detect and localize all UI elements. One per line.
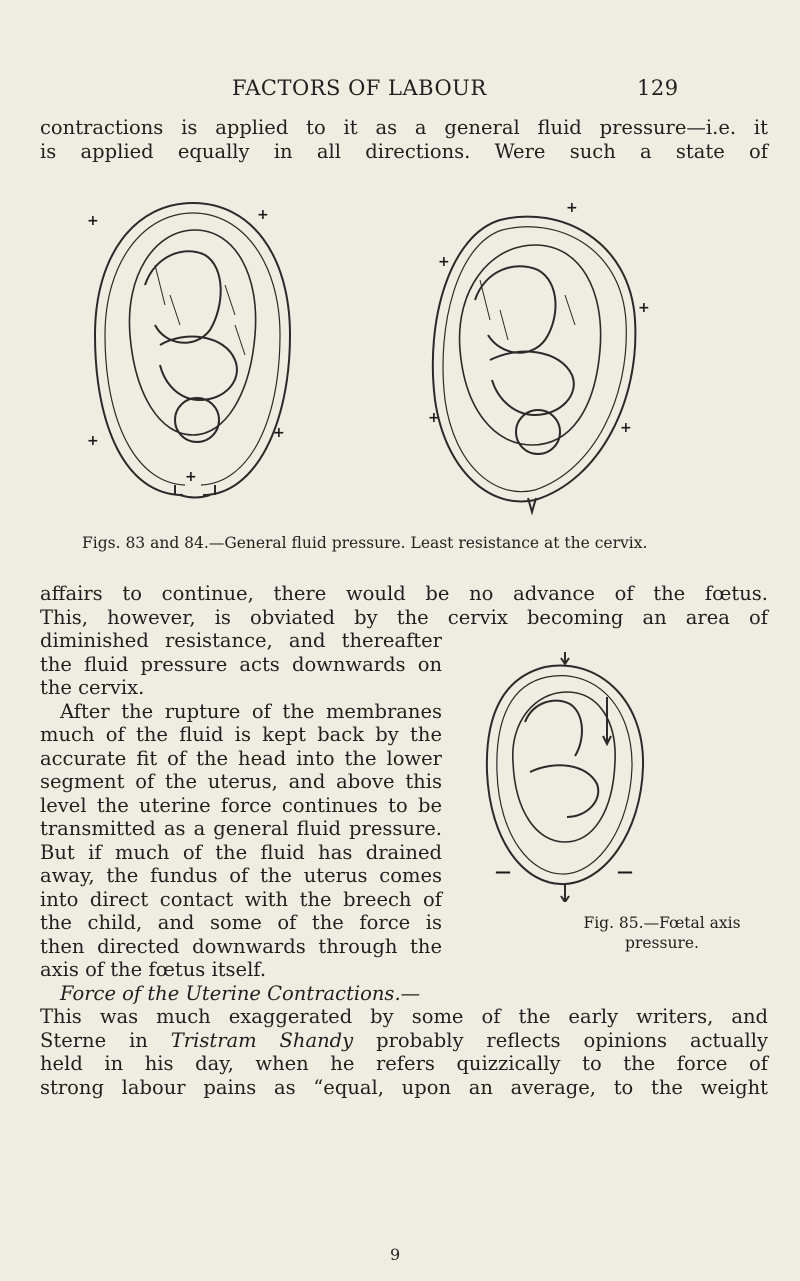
text-fragment: Sterne in	[40, 1028, 148, 1052]
svg-text:+: +	[185, 469, 197, 485]
text-line: into direct contact with the breech of	[40, 887, 442, 911]
book-title: Tristram Shandy	[170, 1028, 354, 1052]
svg-text:+: +	[273, 425, 285, 441]
figure-84-illustration	[420, 200, 650, 520]
running-title: FACTORS OF LABOUR	[232, 76, 487, 100]
text-line: affairs to continue, there would be no advance of the fœtus.	[40, 582, 768, 605]
svg-text:+: +	[257, 207, 269, 223]
figure-83-84-caption: Figs. 83 and 84.—General fluid pressure. Least resistance at the cervix.	[82, 534, 648, 552]
text-line: level the uterine force continues to be	[40, 793, 442, 817]
text-line: the cervix.	[40, 676, 145, 699]
text-line: diminished resistance, and thereafter	[40, 629, 442, 652]
text-line: axis of the fœtus itself.	[40, 958, 267, 981]
paragraph-1	[40, 116, 768, 163]
text-line: then directed downwards through the	[40, 934, 442, 958]
svg-text:+: +	[87, 433, 99, 449]
text-line: the child, and some of the force is	[40, 911, 442, 934]
text-line: strong labour pains as “equal, upon an average, to the weight	[40, 1075, 768, 1099]
svg-text:+: +	[87, 213, 99, 229]
text-line: transmitted as a general fluid pressure.	[40, 817, 442, 840]
text-fragment: probably reflects opinions actually	[376, 1028, 769, 1052]
section-heading-text: Force of the Uterine Contractions.—	[60, 981, 421, 1005]
text-line: This was much exaggerated by some of the early writers, and	[40, 1005, 768, 1028]
text-line: After the rupture of the membranes	[60, 699, 442, 723]
figure-85-illustration	[475, 652, 655, 902]
figure-83-illustration	[85, 195, 300, 505]
text-line: segment of the uterus, and above this	[40, 770, 442, 793]
running-header	[0, 76, 800, 106]
text-line: accurate fit of the head into the lower	[40, 746, 442, 770]
svg-text:+: +	[566, 200, 578, 216]
figure-85-caption-line: pressure.	[625, 934, 699, 952]
text-line: This, however, is obviated by the cervix becoming an area of	[40, 605, 768, 629]
figure-85-caption	[562, 913, 762, 953]
text-line: much of the fluid is kept back by the	[40, 723, 442, 746]
text-line	[40, 1029, 768, 1053]
text-line: away, the fundus of the uterus comes	[40, 864, 442, 887]
svg-text:—: —	[495, 862, 511, 881]
figure-85-caption-line: Fig. 85.—Fœtal axis	[583, 914, 741, 932]
section-heading	[40, 982, 768, 1006]
text-line: held in his day, when he refers quizzically to the force of	[40, 1052, 768, 1075]
svg-text:+: +	[620, 420, 632, 436]
text-line: the fluid pressure acts downwards on	[40, 652, 442, 676]
text-line: contractions is applied to it as a general fluid pressure—i.e. it	[40, 116, 768, 139]
svg-text:+: +	[428, 410, 440, 426]
svg-text:—: —	[617, 862, 633, 881]
folio-number: 9	[390, 1245, 401, 1264]
text-line: is applied equally in all directions. Were such a state of	[40, 139, 768, 163]
paragraph-2	[40, 582, 768, 1099]
text-line: But if much of the fluid has drained	[40, 840, 442, 864]
svg-text:+: +	[638, 300, 650, 316]
page-number: 129	[637, 76, 679, 100]
svg-text:+: +	[438, 254, 450, 270]
